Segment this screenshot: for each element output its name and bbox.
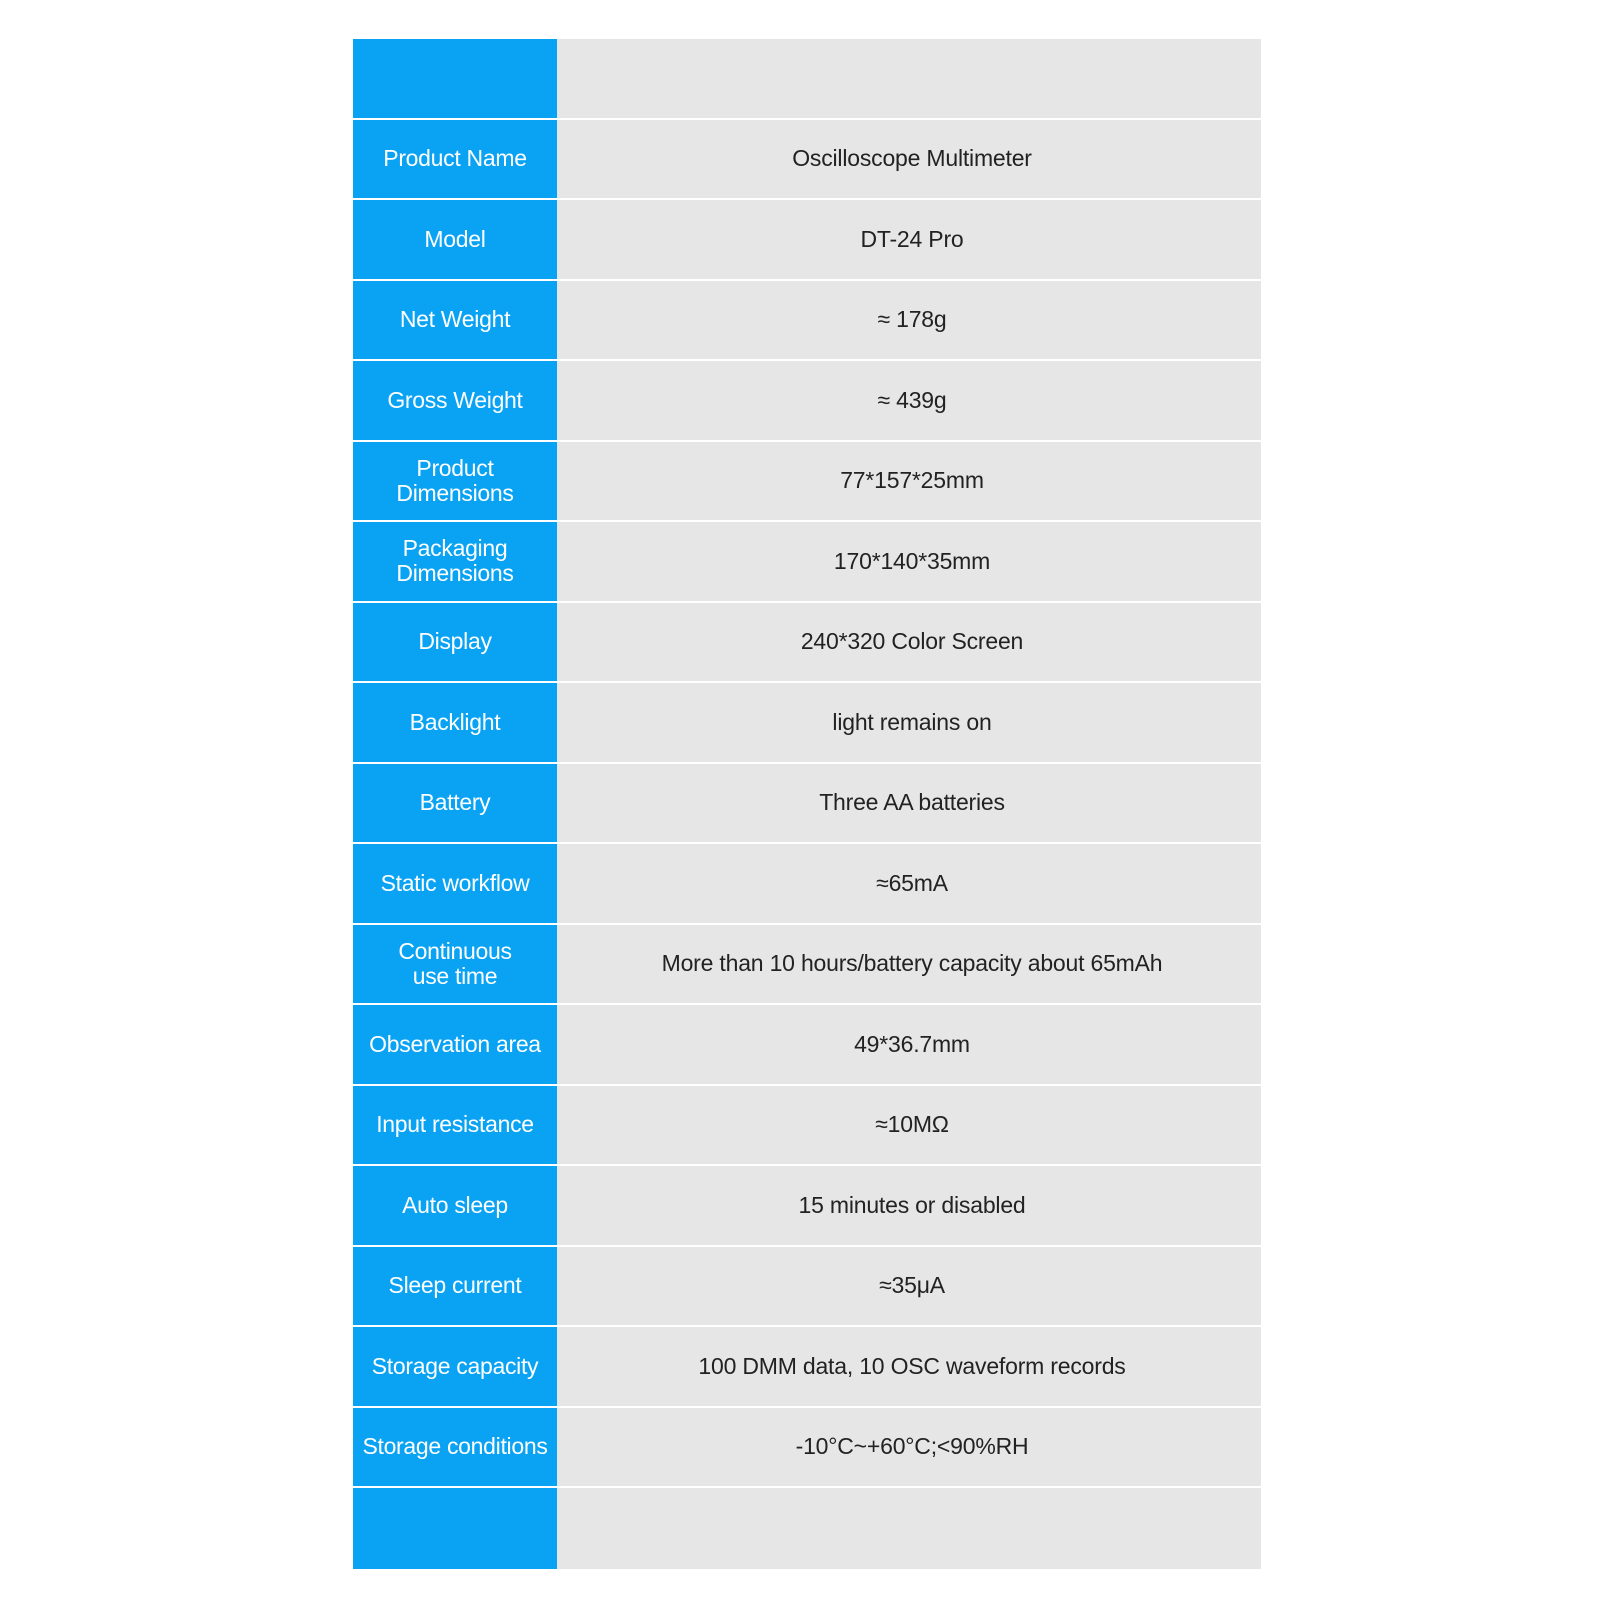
spec-row-storage-conditions [353, 1408, 1261, 1489]
spec-label [353, 1488, 557, 1569]
spec-row-storage-capacity [353, 1327, 1261, 1408]
spec-table [353, 39, 1261, 1569]
spec-value: 240*320 Color Screen [557, 603, 1261, 682]
spec-label: Battery [353, 764, 557, 845]
spec-label: Auto sleep [353, 1166, 557, 1247]
spec-row-product-name [353, 120, 1261, 201]
spec-value: 77*157*25mm [557, 442, 1261, 521]
spec-value: -10°C~+60°C;<90%RH [557, 1408, 1261, 1487]
spec-row-net-weight [353, 281, 1261, 362]
spec-row-sleep-current [353, 1247, 1261, 1328]
spec-label: Net Weight [353, 281, 557, 362]
spec-row-backlight [353, 683, 1261, 764]
spec-label: Storage capacity [353, 1327, 557, 1408]
spec-label: Product Dimensions [353, 442, 557, 523]
spec-label: Backlight [353, 683, 557, 764]
spec-value [557, 1488, 1261, 1569]
spec-value: 49*36.7mm [557, 1005, 1261, 1084]
spec-row-product-dimensions [353, 442, 1261, 523]
spec-row-battery [353, 764, 1261, 845]
spec-value: ≈35μA [557, 1247, 1261, 1326]
spec-value: Three AA batteries [557, 764, 1261, 843]
spec-value: 100 DMM data, 10 OSC waveform records [557, 1327, 1261, 1406]
spec-value: 170*140*35mm [557, 522, 1261, 601]
spec-label: Observation area [353, 1005, 557, 1086]
spec-value: ≈ 178g [557, 281, 1261, 360]
spec-value: 15 minutes or disabled [557, 1166, 1261, 1245]
spec-row-static-workflow [353, 844, 1261, 925]
spec-value: ≈65mA [557, 844, 1261, 923]
spec-label: Packaging Dimensions [353, 522, 557, 603]
spec-row-display [353, 603, 1261, 684]
spec-row-footer [353, 1488, 1261, 1569]
spec-row-observation-area [353, 1005, 1261, 1086]
spec-value [557, 39, 1261, 118]
spec-row-packaging-dimensions [353, 522, 1261, 603]
spec-label: Input resistance [353, 1086, 557, 1167]
spec-label: Storage conditions [353, 1408, 557, 1489]
spec-label: Gross Weight [353, 361, 557, 442]
spec-label: Display [353, 603, 557, 684]
spec-value: Oscilloscope Multimeter [557, 120, 1261, 199]
spec-label: Continuous use time [353, 925, 557, 1006]
spec-label: Product Name [353, 120, 557, 201]
spec-value: ≈10MΩ [557, 1086, 1261, 1165]
spec-row-input-resistance [353, 1086, 1261, 1167]
spec-row-continuous-use-time [353, 925, 1261, 1006]
spec-row-header [353, 39, 1261, 120]
spec-value: DT-24 Pro [557, 200, 1261, 279]
spec-label: Model [353, 200, 557, 281]
spec-label: Static workflow [353, 844, 557, 925]
spec-value: More than 10 hours/battery capacity about 65mAh [557, 925, 1261, 1004]
spec-value: light remains on [557, 683, 1261, 762]
spec-row-auto-sleep [353, 1166, 1261, 1247]
spec-row-gross-weight [353, 361, 1261, 442]
spec-label [353, 39, 557, 120]
spec-value: ≈ 439g [557, 361, 1261, 440]
spec-label: Sleep current [353, 1247, 557, 1328]
spec-row-model [353, 200, 1261, 281]
